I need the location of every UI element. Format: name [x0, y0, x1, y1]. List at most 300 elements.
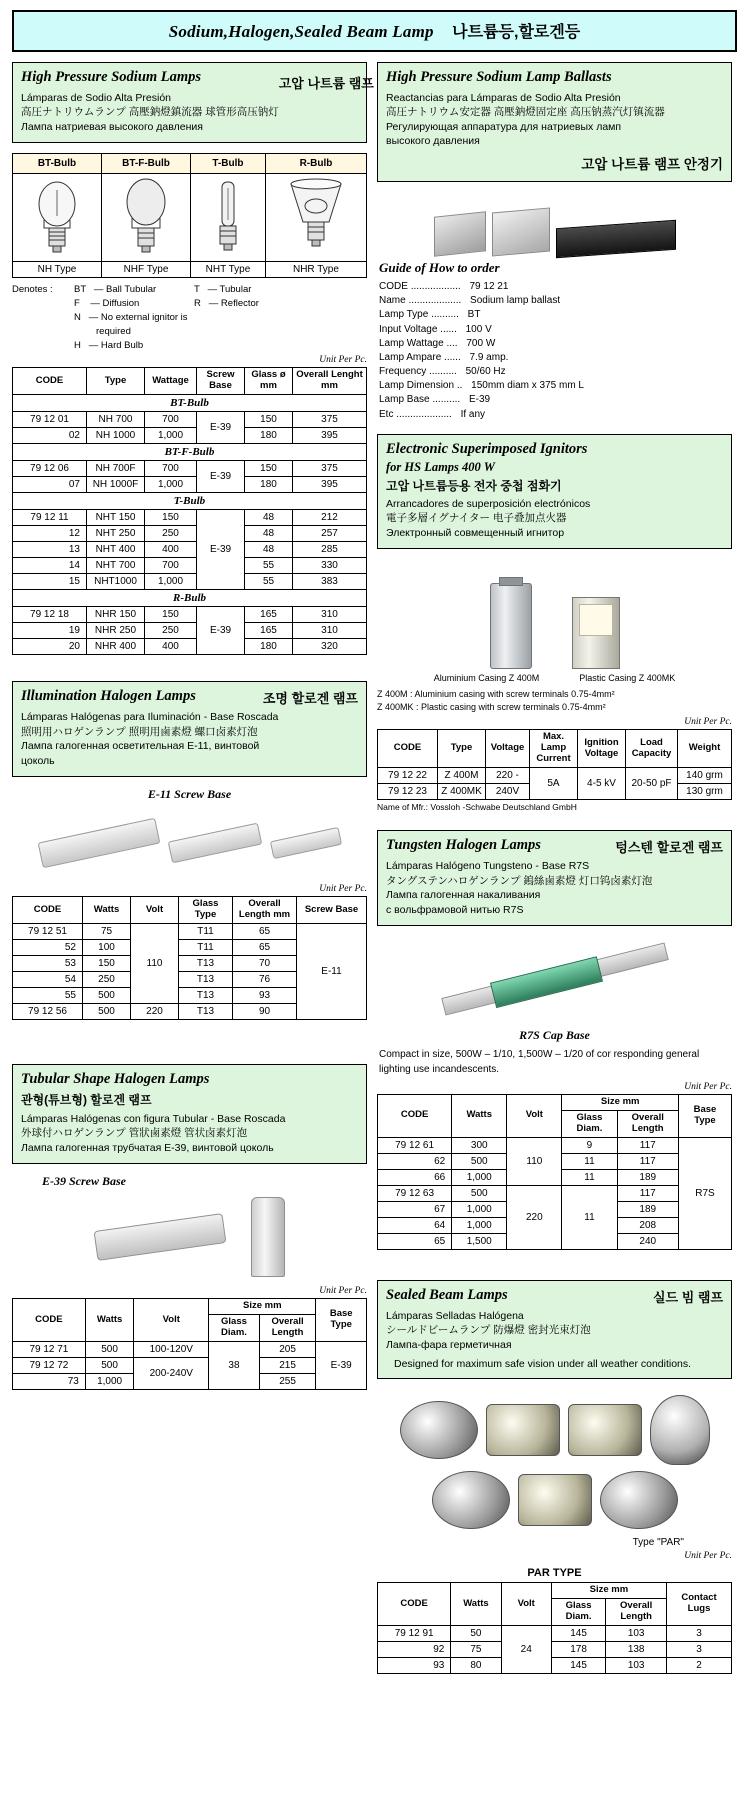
cell-type: NHT 700 [87, 558, 145, 574]
cell-screw: E-39 [197, 510, 245, 590]
guide-dots: .... [446, 337, 458, 349]
ignitor-photos [377, 559, 732, 669]
plastic-ignitor-photo [572, 597, 620, 669]
cell-watts: 50 [451, 1626, 501, 1642]
cell-wattage: 700 [145, 461, 197, 477]
cell-length: 117 [617, 1185, 678, 1201]
table-row [13, 477, 367, 493]
cell-code: 52 [13, 939, 83, 955]
cell-glass: 165 [245, 623, 293, 639]
halogen-lamp-icon-small [269, 827, 341, 859]
col-overall-length: Overall Length mm [233, 897, 297, 924]
guide-label-lamp-base: Lamp Base [379, 394, 430, 406]
sealed-beam-lamp-icon-4 [432, 1471, 510, 1529]
col-contact-lugs: Contact Lugs [667, 1583, 732, 1626]
cell-watts: 1,000 [452, 1169, 507, 1185]
col-voltage: Voltage [486, 730, 530, 768]
t-bulb-icon [211, 176, 245, 256]
band-bt-label: BT-Bulb [13, 395, 367, 412]
cell-length: 70 [233, 955, 297, 971]
band-btf [13, 444, 367, 461]
cell-length: 103 [606, 1626, 667, 1642]
ignitors-sub-es: Arrancadores de superposición electrónicos [386, 497, 591, 510]
tubular-sub-ru: Лампа галогенная трубчатая Е-39, винтовой цоколь [21, 1141, 274, 1154]
cell-length: 189 [617, 1169, 678, 1185]
sealed-beam-title-korean: 실드 빔 램프 [652, 1289, 723, 1305]
guide-label-frequency: Frequency [379, 366, 427, 378]
col-overall-length: Overall Length [617, 1110, 678, 1137]
cell-length: 257 [293, 526, 367, 542]
denote-4-abbr: H [74, 339, 81, 351]
cell-glass-type: T11 [179, 939, 233, 955]
cell-type: NH 700 [87, 412, 145, 428]
cell-length: 330 [293, 558, 367, 574]
bulb-figures-header-row [13, 154, 367, 174]
ignitor-note-1: Z 400M : Aluminium casing with screw terminals 0.75-4mm² [377, 689, 615, 700]
tubular-halogen-title-korean: 관형(튜브형) 할로겐 램프 [21, 1092, 152, 1107]
col-size-mm: Size mm [562, 1095, 679, 1111]
illumination-sub-ru2: цоколь [21, 754, 55, 767]
cell-length: 375 [293, 461, 367, 477]
cell-length: 395 [293, 477, 367, 493]
cell-glass-diam: 11 [562, 1169, 617, 1185]
table-row [13, 412, 367, 428]
cell-glass-diam: 11 [562, 1185, 617, 1249]
cell-code: 62 [378, 1153, 452, 1169]
cell-glass-type: T13 [179, 1003, 233, 1019]
cell-glass-diam: 178 [551, 1642, 605, 1658]
cell-glass: 150 [245, 412, 293, 428]
tubular-table-header-1 [13, 1299, 367, 1315]
tungsten-halogen-table [377, 1094, 732, 1250]
col-length: Overall Lenght mm [293, 368, 367, 395]
col-code: CODE [13, 1299, 86, 1342]
col-watts: Watts [83, 897, 131, 924]
cell-code: 15 [13, 574, 87, 590]
guide-dots: .................... [396, 408, 452, 420]
tubular-sub-es: Lámparas Halógenas con figura Tubular - Base Roscada [21, 1112, 286, 1125]
bulb-type-nht: NHT Type [191, 262, 266, 278]
cell-watts: 500 [83, 987, 131, 1003]
denote-1-abbr2: R [194, 298, 201, 310]
cell-wattage: 400 [145, 639, 197, 655]
hps-lamps-title: High Pressure Sodium Lamps [21, 69, 202, 85]
cell-type: NHR 400 [87, 639, 145, 655]
guide-value-etc: If any [460, 408, 486, 420]
bulb-figures-art-row [13, 174, 367, 262]
cell-wattage: 250 [145, 526, 197, 542]
cell-wattage: 1,000 [145, 477, 197, 493]
denote-2-abbr: N [74, 311, 81, 323]
cell-length: 383 [293, 574, 367, 590]
guide-label-name: Name [379, 295, 406, 307]
hps-ballasts-title-korean: 고압 나트륨 램프 안정기 [581, 156, 723, 172]
hps-lamps-title-korean: 고압 나트륨 램프 [278, 76, 374, 91]
cell-code: 65 [378, 1233, 452, 1249]
sealed-beam-title: Sealed Beam Lamps [386, 1286, 508, 1303]
cell-length: 205 [259, 1342, 316, 1358]
col-glass-type: Glass Type [179, 897, 233, 924]
tubular-lamp-vertical-icon [251, 1197, 285, 1277]
sealed-beam-lamp-icon-6 [600, 1471, 678, 1529]
cell-code: 07 [13, 477, 87, 493]
col-glass-diam: Glass Diam. [562, 1110, 617, 1137]
cell-watts: 75 [83, 923, 131, 939]
content-columns [12, 62, 737, 1674]
section-hps-lamps-header [12, 62, 374, 143]
cell-glass-diam: 145 [551, 1626, 605, 1642]
cell-glass: 150 [245, 461, 293, 477]
guide-dots: .......... [429, 366, 457, 378]
cell-watts: 250 [83, 971, 131, 987]
cell-volt: 220 [507, 1185, 562, 1249]
col-glass: Glass ø mm [245, 368, 293, 395]
guide-dots: ...... [440, 323, 457, 335]
illumination-unit: Unit Per Pc. [319, 884, 367, 895]
tungsten-note: Compact in size, 500W – 1/10, 1,500W – 1/20 of cor responding general lighting use incandescents. [379, 1049, 700, 1075]
ballast-photo-medium [492, 207, 550, 256]
cell-type: NH 700F [87, 461, 145, 477]
r7s-art-caption: R7S Cap Base [519, 1028, 590, 1043]
section-ignitors [377, 434, 732, 549]
hps-ballasts-title: High Pressure Sodium Lamp Ballasts [386, 69, 612, 85]
denote-1-text: — Diffusion [90, 298, 140, 310]
bulb-type-nhr: NHR Type [265, 262, 366, 278]
col-overall-length: Overall Length [259, 1315, 316, 1342]
ballast-photo-long [556, 220, 676, 258]
cell-glass-diam: 9 [562, 1137, 617, 1153]
band-r-label: R-Bulb [13, 590, 367, 607]
cell-watts: 500 [452, 1153, 507, 1169]
e11-lamp-art [12, 806, 367, 880]
cell-volt: 110 [507, 1137, 562, 1185]
col-code: CODE [13, 368, 87, 395]
table-row [13, 542, 367, 558]
band-r [13, 590, 367, 607]
guide-of-how-to-order [379, 260, 732, 422]
illumination-sub-es: Lámparas Halógenas para Iluminación - Base Roscada [21, 711, 279, 724]
ignitors-sub-cjk: 電子多層イグナイター 电子叠加点火器 [386, 512, 567, 525]
illumination-sub-cjk: 照明用ハロゲンランプ 照明用鹵素燈 螺口卤素灯泡 [21, 725, 258, 738]
section-tubular-halogen [12, 1064, 367, 1164]
section-illumination-halogen [12, 681, 367, 777]
sealed-sub-ru: Лампа-фара герметичная [386, 1338, 512, 1351]
cell-code: 79 12 23 [378, 784, 438, 800]
table-row [13, 1342, 367, 1358]
cell-glass-type: T13 [179, 955, 233, 971]
halogen-lamp-icon-large [37, 818, 160, 868]
table-row [378, 1658, 732, 1674]
cell-lugs: 2 [667, 1658, 732, 1674]
cell-length: 76 [233, 971, 297, 987]
cell-code: 53 [13, 955, 83, 971]
cell-watts: 100 [83, 939, 131, 955]
col-base-type: Base Type [678, 1095, 731, 1138]
sealed-beam-photos-row2 [377, 1471, 732, 1535]
tungsten-sub-ru1: Лампа галогенная накаливания [386, 889, 541, 902]
cell-wattage: 1,000 [145, 428, 197, 444]
table-row [13, 639, 367, 655]
cell-type: NH 1000F [87, 477, 145, 493]
tungsten-sub-ru2: с вольфрамовой нитью R7S [386, 903, 524, 916]
cell-glass: 55 [245, 558, 293, 574]
hps-lamps-unit: Unit Per Pc. [319, 355, 367, 366]
left-column [12, 62, 374, 1390]
table-row [378, 768, 732, 784]
cell-wattage: 1,000 [145, 574, 197, 590]
hps-lamps-sub-cjk: 高圧ナトリウムランプ 高壓鈉燈鎮流器 球管形高压钠灯 [21, 106, 279, 119]
ignitors-unit: Unit Per Pc. [684, 717, 732, 728]
table-row [13, 574, 367, 590]
table-row [13, 623, 367, 639]
cell-type: NHT 400 [87, 542, 145, 558]
guide-dots: .......... [432, 394, 461, 406]
cell-code: 19 [13, 623, 87, 639]
table-row [13, 510, 367, 526]
cell-length: 375 [293, 412, 367, 428]
cell-type: NHT1000 [87, 574, 145, 590]
tubular-halogen-title: Tubular Shape Halogen Lamps [21, 1070, 210, 1087]
cell-glass: 48 [245, 510, 293, 526]
col-code: CODE [378, 1095, 452, 1138]
illumination-halogen-title-korean: 조명 할로겐 램프 [262, 691, 358, 707]
cell-watts: 500 [85, 1342, 134, 1358]
table-row [378, 1626, 732, 1642]
table-row [378, 1185, 732, 1201]
e39-art-caption: E-39 Screw Base [42, 1174, 126, 1189]
tungsten-table-header-1 [378, 1095, 732, 1111]
par-type-title: PAR TYPE [527, 1567, 582, 1580]
cell-watts: 1,500 [452, 1233, 507, 1249]
sealed-beam-table [377, 1582, 732, 1674]
cell-current: 5A [530, 768, 578, 800]
cell-code: 79 12 71 [13, 1342, 86, 1358]
denote-3-text: required [96, 325, 131, 337]
col-glass-diam: Glass Diam. [551, 1599, 605, 1626]
table-row [13, 526, 367, 542]
cell-voltage: 220 - [486, 768, 530, 784]
illumination-halogen-table [12, 896, 367, 1020]
cell-weight: 140 grm [678, 768, 732, 784]
tubular-sub-cjk: 外球付ハロゲンランプ 管狀鹵素燈 管状卤素灯泡 [21, 1127, 248, 1140]
cell-volt: 100-120V [134, 1342, 209, 1358]
col-max-lamp-current: Max. Lamp Current [530, 730, 578, 768]
bulb-type-row [13, 262, 367, 278]
table-row [13, 1358, 367, 1374]
cell-type: NHR 150 [87, 607, 145, 623]
bulb-header-t: T-Bulb [191, 154, 266, 174]
ignitors-table [377, 729, 732, 800]
cell-code: 54 [13, 971, 83, 987]
cell-watts: 1,000 [85, 1374, 134, 1390]
e11-art-caption: E-11 Screw Base [147, 787, 232, 802]
cell-lugs: 3 [667, 1626, 732, 1642]
cell-code: 79 12 61 [378, 1137, 452, 1153]
col-code: CODE [378, 730, 438, 768]
cell-type: Z 400MK [438, 784, 486, 800]
cell-glass-diam: 11 [562, 1153, 617, 1169]
cell-code: 02 [13, 428, 87, 444]
cell-weight: 130 grm [678, 784, 732, 800]
cell-wattage: 150 [145, 510, 197, 526]
guide-label-input-voltage: Input Voltage [379, 323, 438, 335]
col-screw-base: Screw Base [297, 897, 367, 924]
ballasts-sub-ru2: высокого давления [386, 135, 480, 148]
cell-code: 73 [13, 1374, 86, 1390]
sealed-beam-photos [377, 1389, 732, 1471]
sealed-beam-lamp-icon-2 [486, 1404, 560, 1456]
col-screw-base: Screw Base [197, 368, 245, 395]
ballast-photo-small [434, 211, 486, 256]
col-wattage: Wattage [145, 368, 197, 395]
hps-lamps-sub-es: Lámparas de Sodio Alta Presión [21, 92, 172, 104]
cell-length: 90 [233, 1003, 297, 1019]
band-bt [13, 395, 367, 412]
tungsten-halogen-title-korean: 텅스텐 할로겐 램프 [615, 840, 723, 856]
sealed-table-header-1 [378, 1583, 732, 1599]
cell-screw: E-39 [197, 412, 245, 444]
cell-wattage: 700 [145, 558, 197, 574]
col-volt: Volt [131, 897, 179, 924]
bulb-figures-table [12, 153, 367, 278]
cell-watts: 1,000 [452, 1201, 507, 1217]
cell-code: 79 12 11 [13, 510, 87, 526]
ballast-photos [377, 192, 732, 254]
cell-code: 79 12 01 [13, 412, 87, 428]
r7s-lamp-art [377, 936, 732, 1022]
cell-watts: 75 [451, 1642, 501, 1658]
denotes-label: Denotes : [12, 284, 53, 296]
cell-ignition: 4-5 kV [578, 768, 626, 800]
cell-code: 79 12 06 [13, 461, 87, 477]
cell-type: Z 400M [438, 768, 486, 784]
halogen-lamp-icon-medium [167, 823, 262, 864]
guide-dots: .................. [410, 280, 461, 292]
sealed-beam-note: Designed for maximum safe vision under all weather conditions. [394, 1358, 692, 1371]
guide-dots: ...... [444, 351, 461, 363]
cell-glass: 165 [245, 607, 293, 623]
hps-lamps-table-header [13, 368, 367, 395]
cell-length: 65 [233, 939, 297, 955]
table-row [13, 558, 367, 574]
ignitors-title: Electronic Superimposed Ignitors [386, 440, 588, 457]
denote-2-text: — No external ignitor is [88, 311, 188, 323]
cell-length: 285 [293, 542, 367, 558]
ignitor-note-2: Z 400MK : Plastic casing with screw terminals 0.75-4mm² [377, 702, 606, 713]
r7s-lamp-icon [441, 943, 669, 1016]
cell-code: 79 12 91 [378, 1626, 451, 1642]
cell-length: 215 [259, 1358, 316, 1374]
sealed-beam-unit: Unit Per Pc. [684, 1551, 732, 1562]
cell-type: NH 1000 [87, 428, 145, 444]
cell-type: NHT 150 [87, 510, 145, 526]
aluminium-ignitor-caption: Aluminium Casing Z 400M [433, 673, 540, 684]
section-sealed-beam [377, 1280, 732, 1379]
cell-code: 67 [378, 1201, 452, 1217]
col-ignition-voltage: Ignition Voltage [578, 730, 626, 768]
cell-length: 117 [617, 1137, 678, 1153]
cell-code: 20 [13, 639, 87, 655]
cell-watts: 500 [85, 1358, 134, 1374]
cell-glass: 180 [245, 428, 293, 444]
cell-code: 13 [13, 542, 87, 558]
guide-value-lamp-base: E-39 [468, 394, 491, 406]
sealed-beam-lamp-icon-3 [568, 1404, 642, 1456]
cell-code: 64 [378, 1217, 452, 1233]
band-t [13, 493, 367, 510]
tubular-unit: Unit Per Pc. [319, 1286, 367, 1297]
denote-1-text2: — Reflector [208, 298, 259, 310]
sealed-sub-cjk: シールドビームランプ 防爆燈 密封光束灯泡 [386, 1324, 591, 1337]
cell-watts: 500 [452, 1185, 507, 1201]
page-banner [12, 10, 737, 52]
col-watts: Watts [451, 1583, 501, 1626]
cell-length: 395 [293, 428, 367, 444]
cell-code: 14 [13, 558, 87, 574]
guide-value-name: Sodium lamp ballast [470, 295, 561, 307]
guide-dots: ................... [408, 295, 462, 307]
bulb-art-r [265, 174, 366, 262]
cell-glass-type: T11 [179, 923, 233, 939]
cell-watts: 1,000 [452, 1217, 507, 1233]
section-hps-ballasts [377, 62, 732, 182]
cell-code: 66 [378, 1169, 452, 1185]
cell-watts: 150 [83, 955, 131, 971]
cell-base-type: E-39 [316, 1342, 367, 1390]
bulb-header-r: R-Bulb [265, 154, 366, 174]
cell-code: 79 12 51 [13, 923, 83, 939]
guide-label-lamp-wattage: Lamp Wattage [379, 337, 444, 349]
tubular-halogen-table [12, 1298, 367, 1390]
table-row [13, 461, 367, 477]
denote-1-abbr: F [74, 298, 80, 310]
col-watts: Watts [85, 1299, 134, 1342]
illumination-sub-ru1: Лампа галогенная осветительная Е-11, винтовой [21, 740, 260, 753]
col-overall-length: Overall Length [606, 1599, 667, 1626]
col-code: CODE [378, 1583, 451, 1626]
cell-watts: 500 [83, 1003, 131, 1019]
col-code: CODE [13, 897, 83, 924]
guide-title: Guide of How to order [379, 259, 500, 275]
cell-code: 12 [13, 526, 87, 542]
tungsten-sub-es: Lámparas Halógeno Tungsteno - Base R7S [386, 860, 590, 873]
cell-volt: 110 [131, 923, 179, 1003]
guide-label-lamp-type: Lamp Type [379, 309, 429, 321]
bulb-type-nh: NH Type [13, 262, 102, 278]
btf-bulb-icon [119, 176, 173, 256]
cell-length: 103 [606, 1658, 667, 1674]
ballasts-sub-ru1: Регулирующая аппаратура для натриевых ламп [386, 120, 622, 133]
guide-value-code: 79 12 21 [469, 280, 509, 292]
cell-length: 208 [617, 1217, 678, 1233]
cell-length: 255 [259, 1374, 316, 1390]
cell-type: NHR 250 [87, 623, 145, 639]
table-row [378, 1137, 732, 1153]
e39-lamp-art [12, 1191, 367, 1283]
ignitors-manufacturer: Name of Mfr.: Vossloh -Schwabe Deutschland GmbH [377, 802, 577, 813]
cell-code: 93 [378, 1658, 451, 1674]
denotes-block [12, 283, 367, 352]
tubular-lamp-horizontal-icon [93, 1213, 226, 1261]
table-row [13, 428, 367, 444]
cell-wattage: 400 [145, 542, 197, 558]
ignitors-sub-ru: Электронный совмещенный игнитор [386, 526, 565, 539]
col-glass-diam: Glass Diam. [209, 1315, 260, 1342]
guide-value-frequency: 50/60 Hz [465, 366, 506, 378]
cell-length: 117 [617, 1153, 678, 1169]
cell-wattage: 250 [145, 623, 197, 639]
cell-glass: 48 [245, 542, 293, 558]
